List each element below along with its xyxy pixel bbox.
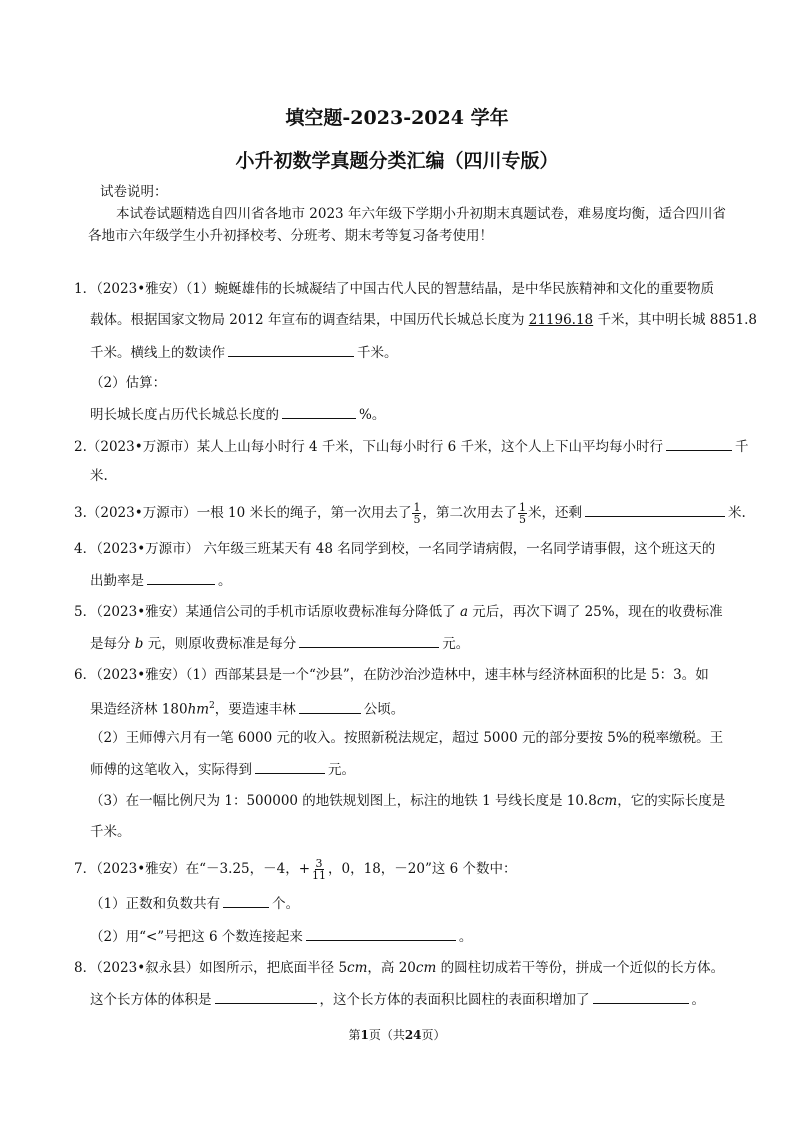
underlined-number: 21196.18 [528, 312, 594, 328]
question-5-line-2: 是每分 b 元，则原收费标准是每分 元。 [90, 636, 470, 652]
fraction: $\frac{3}{11}$ [312, 857, 327, 882]
intro-text-line-1: 本试卷试题精选自四川省各地市 2023 年六年级下学期小升初期末真题试卷，难易度均衡，适合四川省 [116, 206, 726, 222]
answer-blank[interactable] [223, 894, 269, 908]
answer-blank[interactable] [593, 990, 689, 1004]
question-8-line-2: 这个长方体的体积是 ，这个长方体的表面积比圆柱的表面积增加了 。 [90, 992, 705, 1008]
question-6-line-1: 6．（2023•雅安）（1）西部某县是一个“沙县”，在防沙治沙造林中，速丰林与经济林面积的比是 5：3。如 [74, 667, 709, 683]
question-4-line-2: 出勤率是 。 [90, 573, 232, 589]
question-7-line-1: 7．（2023•雅安）在“－3.25，－4，+ $\frac{3}{11}$ ，0，18，－20”这 6 个数中： [74, 857, 517, 882]
answer-blank[interactable] [299, 634, 439, 648]
question-7-line-2: （1）正数和负数共有 个。 [90, 896, 300, 912]
answer-blank[interactable] [666, 437, 732, 451]
total-page-count: 24 [404, 1028, 422, 1042]
answer-blank[interactable] [255, 760, 325, 774]
question-1-line-1: 1．（2023•雅安）（1）蜿蜒雄伟的长城凝结了中国古代人民的智慧结晶，是中华民族精神和文化的重要物质 [74, 281, 714, 297]
answer-blank[interactable] [585, 503, 725, 517]
answer-blank[interactable] [228, 343, 354, 357]
question-1-part-2-label: （2）估算： [90, 375, 167, 391]
question-7-line-3: （2）用“<”号把这 6 个数连接起来 。 [90, 929, 473, 945]
question-6-line-5: （3）在一幅比例尺为 1：500000 的地铁规划图上，标注的地铁 1 号线长度是 10.8cm，它的实际长度是 [90, 793, 726, 809]
answer-blank[interactable] [215, 990, 317, 1004]
question-1-line-3: 千米。横线上的数读作 千米。 [90, 345, 398, 361]
page-title: 填空题-2023-2024 学年 [285, 107, 509, 129]
intro-text-line-2: 各地市六年级学生小升初择校考、分班考、期末考等复习备考使用！ [88, 228, 493, 244]
fraction: $\frac{1}{5}$ [413, 501, 421, 526]
answer-blank[interactable] [306, 927, 456, 941]
question-8-line-1: 8．（2023•叙永县）如图所示，把底面半径 5cm，高 20cm 的圆柱切成若干等份，拼成一个近似的长方体。 [74, 960, 725, 976]
answer-blank[interactable] [299, 700, 361, 714]
answer-blank[interactable] [147, 571, 215, 585]
fraction: $\frac{1}{5}$ [518, 501, 526, 526]
question-6-line-6: 千米。 [90, 824, 131, 840]
question-1-line-2: 载体。根据国家文物局 2012 年宣布的调查结果，中国历代长城总长度为 21196.18 千米，其中明长城 8851.8 [90, 312, 757, 328]
page-subtitle: 小升初数学真题分类汇编（四川专版） [235, 150, 559, 172]
question-5-line-1: 5．（2023•雅安）某通信公司的手机市话原收费标准每分降低了 a 元后，再次下调了 25%，现在的收费标准 [74, 604, 723, 620]
question-6-line-3: （2）王师傅六月有一笔 6000 元的收入。按照新税法规定，超过 5000 元的部分要按 5%的税率缴税。王 [90, 730, 724, 746]
intro-label: 试卷说明： [100, 184, 168, 200]
answer-blank[interactable] [282, 405, 356, 419]
question-1-line-5: 明长城长度占历代长城总长度的 %。 [90, 407, 386, 423]
current-page-number: 1 [360, 1028, 369, 1042]
question-3-line-1: 3.（2023•万源市）一根 10 米长的绳子，第一次用去了 $\frac{1}{5}$ ，第二次用去了 $\frac{1}{5}$ 米，还剩 米. [74, 501, 746, 526]
question-6-line-2: 果造经济林 $180hm^2$，要造速丰林 公顷。 [90, 701, 405, 718]
question-2-line-1: 2.（2023•万源市）某人上山每小时行 4 千米，下山每小时行 6 千米，这个人上下山平均每小时行 千 [74, 439, 749, 455]
question-6-line-4: 师傅的这笔收入，实际得到 元。 [90, 762, 355, 778]
question-4-line-1: 4．（2023•万源市） 六年级三班某天有 48 名同学到校，一名同学请病假，一名同学请事假，这个班这天的 [74, 541, 716, 557]
page-footer: 第1页（共24页） [348, 1028, 446, 1042]
question-2-line-2: 米. [90, 468, 108, 484]
